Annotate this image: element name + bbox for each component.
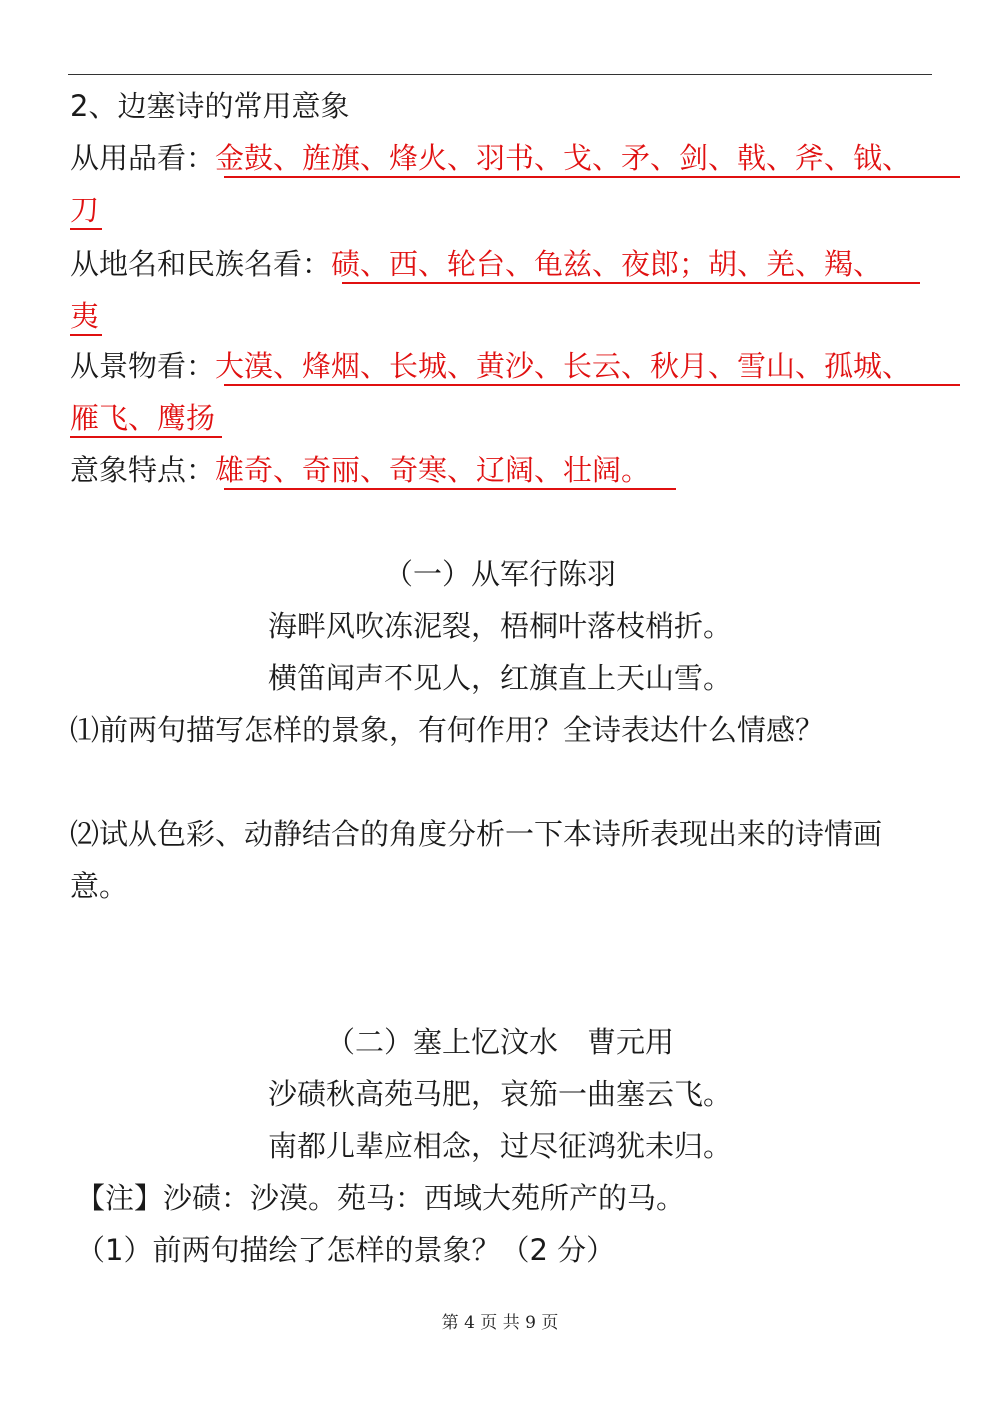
poem1-line2: 横笛闻声不见人，红旗直上天山雪。 — [267, 661, 732, 695]
imagery-row-scenery — [70, 346, 911, 386]
imagery-answer: 碛、西、轮台、龟兹、夜郎；胡、羌、羯、 — [331, 247, 883, 281]
poem2-line2: 南都儿辈应相念，过尽征鸿犹未归。 — [267, 1129, 732, 1163]
imagery-row-items — [70, 138, 911, 178]
answer-underline — [224, 384, 960, 386]
top-rule — [68, 74, 932, 75]
poem2-line1: 沙碛秋高苑马肥，哀笳一曲塞云飞。 — [267, 1077, 732, 1111]
imagery-answer: 金鼓、旌旗、烽火、羽书、戈、矛、剑、戟、斧、钺、 — [215, 141, 912, 175]
imagery-row-places — [70, 244, 882, 284]
poem1-line1: 海畔风吹冻泥裂，梧桐叶落枝梢折。 — [267, 609, 732, 643]
imagery-answer-cont: 雁飞、鹰扬 — [70, 401, 216, 435]
answer-underline — [224, 488, 676, 490]
poem2-title: （二）塞上忆汶水 曹元用 — [325, 1025, 674, 1059]
answer-underline — [70, 228, 102, 230]
page-footer: 第 4 页 共 9 页 — [441, 1313, 559, 1333]
imagery-label: 意象特点： — [70, 453, 216, 487]
imagery-label: 从地名和民族名看： — [70, 247, 332, 281]
imagery-answer-cont: 刀 — [70, 193, 100, 227]
answer-underline — [70, 436, 222, 438]
imagery-row-features — [70, 450, 650, 490]
poem1-title: （一）从军行陈羽 — [383, 557, 616, 591]
poem2-question1: （1）前两句描绘了怎样的景象？（2 分） — [76, 1233, 616, 1267]
imagery-label: 从用品看： — [70, 141, 216, 175]
section-title: 2、边塞诗的常用意象 — [70, 89, 350, 123]
answer-underline — [342, 282, 920, 284]
poem2-note: 【注】沙碛：沙漠。苑马：西域大苑所产的马。 — [76, 1181, 686, 1215]
imagery-answer: 大漠、烽烟、长城、黄沙、长云、秋月、雪山、孤城、 — [215, 349, 912, 383]
imagery-label: 从景物看： — [70, 349, 216, 383]
imagery-answer: 雄奇、奇丽、奇寒、辽阔、壮阔。 — [215, 453, 651, 487]
answer-underline — [224, 176, 960, 178]
answer-underline — [70, 334, 102, 336]
poem1-question1: ⑴前两句描写怎样的景象，有何作用？全诗表达什么情感？ — [70, 713, 825, 747]
poem1-question2: ⑵试从色彩、动静结合的角度分析一下本诗所表现出来的诗情画 — [70, 817, 883, 851]
poem1-question2-cont: 意。 — [70, 869, 129, 903]
imagery-answer-cont: 夷 — [70, 299, 100, 333]
